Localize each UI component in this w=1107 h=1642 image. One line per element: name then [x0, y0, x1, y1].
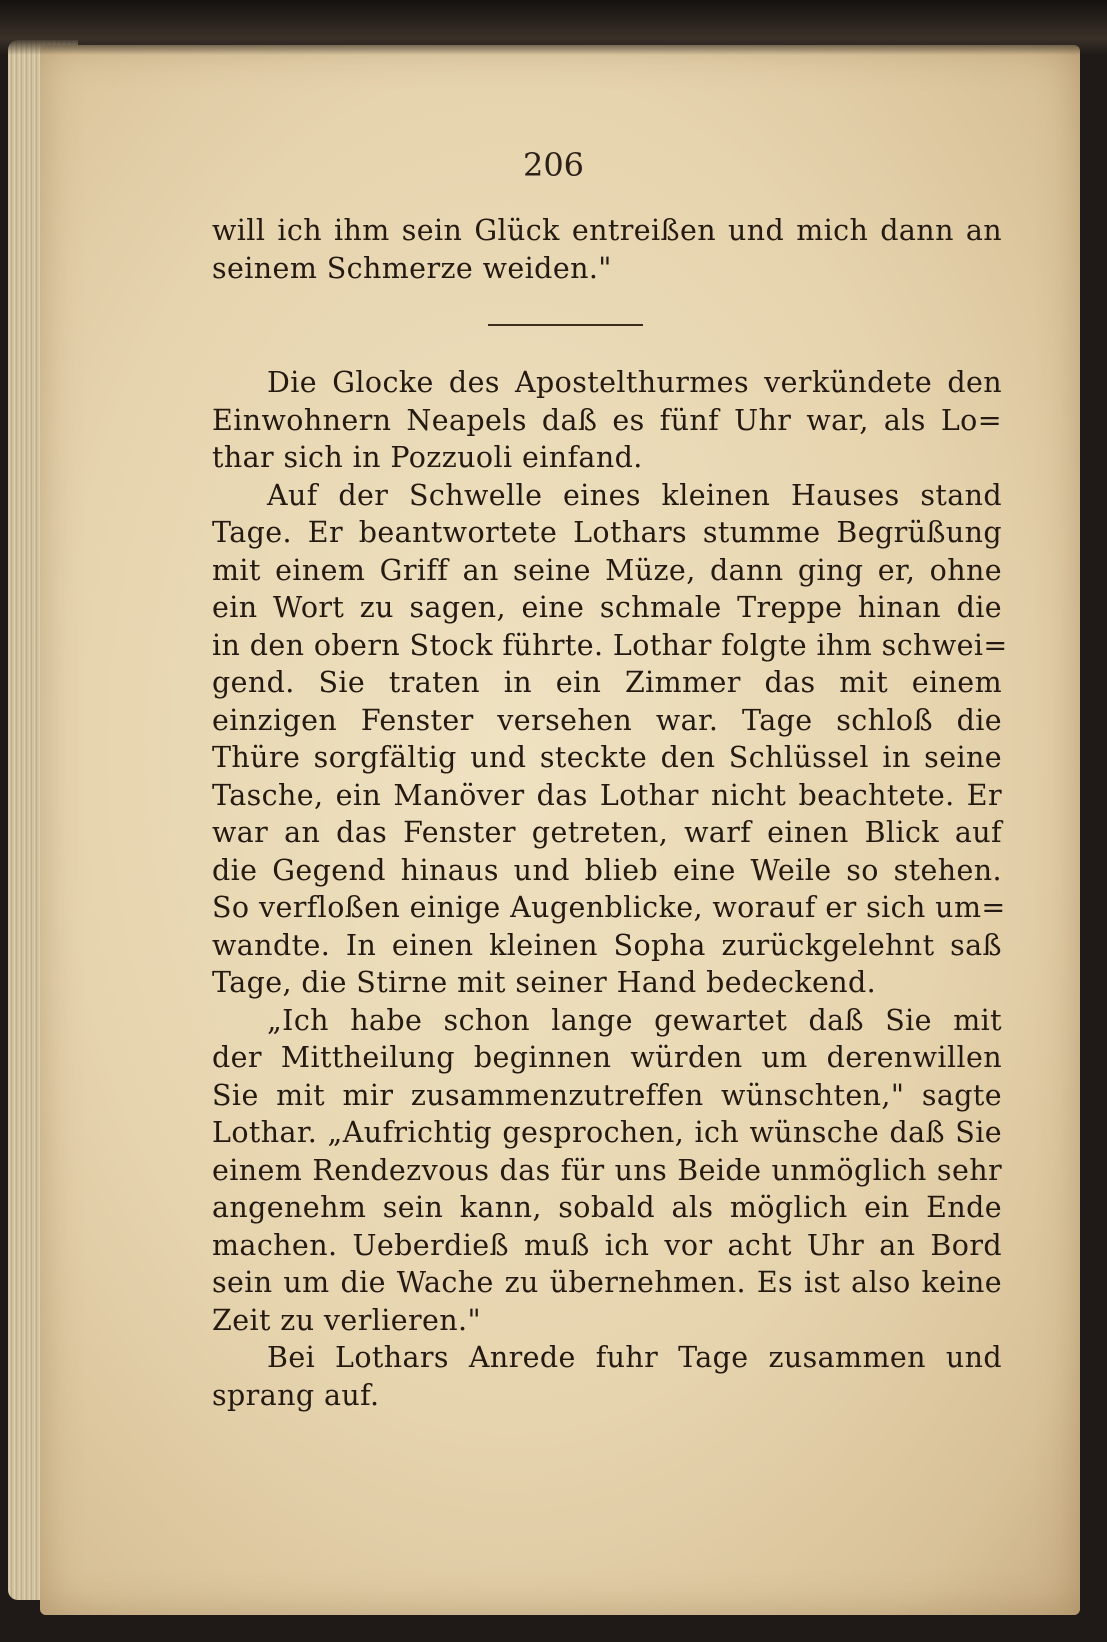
- text-line: Zeit zu verlieren.": [212, 1303, 482, 1337]
- text-line: thar sich in Pozzuoli einfand.: [212, 441, 643, 474]
- text-line: war an das Fenster getreten, warf einen Blick auf: [212, 816, 1002, 849]
- text-line: sein um die Wache zu übernehmen. Es ist also keine: [212, 1266, 1002, 1299]
- text-line: gend. Sie traten in ein Zimmer das mit einem: [212, 666, 1002, 699]
- page-top-shadow: [0, 0, 1107, 55]
- text-line: „Ich habe schon lange gewartet daß Sie mit: [267, 1003, 1002, 1037]
- text-line: einem Rendezvous das für uns Beide unmöglich sehr: [212, 1153, 1002, 1187]
- page-number: 206: [522, 146, 585, 184]
- text-line: Tage. Er beantwortete Lothars stumme Begrüßung: [212, 516, 1002, 549]
- text-line: Einwohnern Neapels daß es fünf Uhr war, als Lo=: [212, 403, 1002, 437]
- text-line: Tasche, ein Manöver das Lothar nicht beachtete. Er: [212, 778, 1002, 812]
- body-text: [212, 212, 1008, 1414]
- text-line: die Gegend hinaus und blieb eine Weile so stehen.: [212, 853, 1002, 887]
- text-line: Tage, die Stirne mit seiner Hand bedeckend.: [212, 966, 877, 999]
- text-line: Lothar. „Aufrichtig gesprochen, ich wünsche daß Sie: [212, 1116, 1002, 1149]
- text-line: Die Glocke des Apostelthurmes verkündete den: [267, 366, 1002, 399]
- text-line: machen. Ueberdieß muß ich vor acht Uhr an Bord: [212, 1228, 1002, 1262]
- text-line: mit einem Griff an seine Müze, dann ging er, ohne: [212, 553, 1002, 587]
- text-line: ein Wort zu sagen, eine schmale Treppe hinan die: [212, 591, 1002, 624]
- text-line: So verfloßen einige Augenblicke, worauf er sich um=: [212, 891, 1006, 924]
- text-line: einzigen Fenster versehen war. Tage schloß die: [212, 703, 1002, 737]
- text-line: Auf der Schwelle eines kleinen Hauses stand: [267, 478, 1002, 512]
- text-line: der Mittheilung beginnen würden um derenwillen: [212, 1041, 1002, 1074]
- text-line: will ich ihm sein Glück entreißen und mich dann an: [212, 214, 1002, 247]
- text-line: sprang auf.: [212, 1378, 380, 1412]
- text-line: seinem Schmerze weiden.": [212, 251, 612, 285]
- text-line: Bei Lothars Anrede fuhr Tage zusammen und: [267, 1341, 1002, 1374]
- text-line: wandte. In einen kleinen Sopha zurückgelehnt saß: [212, 928, 1002, 962]
- section-divider: [488, 324, 643, 326]
- text-line: in den obern Stock führte. Lothar folgte ihm schwei=: [212, 628, 1008, 662]
- text-line: Thüre sorgfältig und steckte den Schlüssel in seine: [212, 741, 1002, 774]
- text-line: angenehm sein kann, sobald als möglich ein Ende: [212, 1191, 1002, 1224]
- text-line: Sie mit mir zusammenzutreffen wünschten," sagte: [212, 1078, 1002, 1112]
